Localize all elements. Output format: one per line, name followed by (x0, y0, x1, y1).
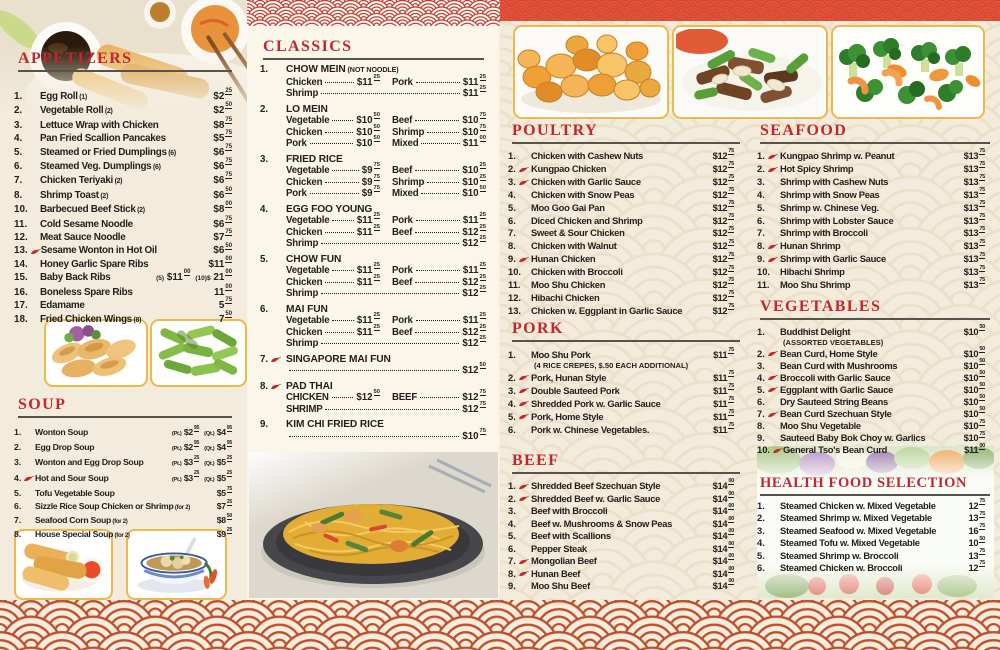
chili-pepper-icon (270, 383, 281, 390)
menu-item: 8. Hunan Beef $\$14^{00}$ (508, 565, 734, 579)
menu-item: 5. Beef with Scallions $\$14^{00}$ (508, 528, 734, 541)
menu-item: 10. General Tso's Bean Curd $\$11^{00}$ (757, 442, 985, 456)
menu-item: 4. Pan Fried Scallion Pancakes $\$5^{75}$ (14, 130, 232, 145)
menu-item: 3. Chicken with Garlic Sauce $\$12^{75}$ (508, 174, 734, 187)
chili-pepper-icon (518, 413, 529, 420)
chili-pepper-icon (772, 447, 783, 454)
health-items (757, 500, 985, 574)
appetizers-items (14, 90, 232, 327)
menu-item: 1. Buddhist Delight $\$10^{50}$ (757, 324, 985, 337)
menu-item: 5. Eggplant with Garlic Sauce $\$10^{50}$ (757, 382, 985, 395)
seigaiha-border-bottom (0, 600, 1000, 650)
menu-item: 13. Chicken w. Eggplant in Garlic Sauce $\$12^{75}$ (508, 303, 734, 316)
menu-item: 15. Baby Back Ribs (5) $\$11^{00}(10)\$$ $21^{00}$ (14, 269, 232, 284)
photo-sweet-sour-chicken (513, 25, 669, 119)
menu-item: 7. Sweet & Sour Chicken $\$12^{75}$ (508, 225, 734, 239)
chili-pepper-icon (270, 356, 281, 363)
menu-item: 6. Sizzle Rice Soup Chicken or Shrimp (for 2) $\$7^{25}$ (14, 498, 232, 512)
menu-item: 2. LO MEIN Vegetable $\$10^{50}$ Beef $\$10^{75}$ Chicken $\$10^{50}$ Shrimp $\$10^{75}$ Pork $\$10^{50}$ Mixed $\$11^{00}$ (260, 103, 486, 149)
menu-item: 3. Shrimp with Cashew Nuts $\$13^{75}$ (757, 174, 985, 187)
menu-item: 5. Pork, Home Style $\$11^{75}$ (508, 408, 734, 422)
pork-items (508, 348, 734, 436)
menu-item: 3. Wonton and Egg Drop Soup (Pt.) $\$3^{25}(Qt.)$ $\$5^{25}$ (14, 455, 232, 468)
seigaiha-border-top-middle (247, 0, 500, 26)
menu-item: 6. MAI FUN Vegetable $\$11^{25}$ Pork $\$11^{25}$ Chicken $\$11^{25}$ Beef $\$12^{25}$ Shrimp $\$12^{25}$ (260, 303, 486, 349)
menu-item: 17. Edamame $5^{75}$ (14, 297, 232, 312)
classics-items (260, 64, 486, 446)
menu-item: 3. FRIED RICE Vegetable $\$9^{75}$ Beef $\$10^{25}$ Chicken $\$9^{75}$ Shrimp $\$10^{25}$ Pork $\$9^{75}$ Mixed $\$10^{50}$ (260, 153, 486, 199)
section-title-classics: CLASSICS (263, 38, 484, 60)
chili-pepper-icon (518, 374, 529, 381)
photo-shrimp-broccoli (831, 25, 985, 119)
menu-item: 8. Hunan Shrimp $\$13^{75}$ (757, 238, 985, 252)
menu-item: 7. Chicken Teriyaki (2) $\$6^{75}$ (14, 172, 232, 187)
menu-item: 3. Lettuce Wrap with Chicken $\$8^{75}$ (14, 116, 232, 131)
menu-item: 9. Shrimp with Garlic Sauce $\$13^{75}$ (757, 251, 985, 265)
chili-pepper-icon (518, 179, 529, 186)
menu-item: 9. KIM CHI FRIED RICE $\$10^{75}$ (260, 419, 486, 442)
menu-item: 7. Mongolian Beef $\$14^{00}$ (508, 553, 734, 566)
soup-items (14, 426, 232, 543)
chili-pepper-icon (518, 570, 529, 577)
menu-item: 2. Kungpao Chicken $\$12^{75}$ (508, 161, 734, 174)
menu-item: 8. House Special Soup (for 2) $\$9^{25}$ (14, 527, 232, 540)
menu-item: 6. Pepper Steak $\$14^{00}$ (508, 540, 734, 554)
menu-item: 8. Chicken with Walnut $\$12^{75}$ (508, 238, 734, 252)
menu-item: 1. Moo Shu Pork $\$11^{75}$ (508, 347, 734, 360)
menu-item: 1. Kungpao Shrimp w. Peanut $\$13^{75}$ (757, 148, 985, 161)
menu-item: 8. Shrimp Toast (2) $\$6^{50}$ (14, 186, 232, 201)
menu-item: 16. Boneless Spare Ribs $11^{00}$ (14, 283, 232, 298)
menu-item-subnote: (ASSORTED VEGETABLES) (783, 338, 884, 348)
section-title-soup: SOUP (18, 396, 232, 418)
menu-item: 10. Barbecued Beef Stick (2) $\$8^{00}$ (14, 201, 232, 216)
chili-pepper-icon (767, 411, 778, 418)
menu-item: 4. Chicken with Snow Peas $\$12^{75}$ (508, 187, 734, 200)
chili-pepper-icon (518, 256, 529, 263)
menu-item: 6. Shrimp with Lobster Sauce $\$13^{75}$ (757, 212, 985, 226)
poultry-items (508, 150, 734, 318)
menu-item: 6. Dry Sauteed String Beans $\$10^{50}$ (757, 394, 985, 407)
menu-item: 5. CHOW FUN Vegetable $\$11^{25}$ Pork $\$11^{25}$ Chicken $\$11^{25}$ Beef $\$12^{25}$ Shrimp $\$12^{25}$ (260, 253, 486, 299)
chili-pepper-icon (30, 248, 41, 255)
menu-item: 7. Seafood Corn Soup (for 2) $\$8^{50}$ (14, 512, 232, 526)
section-title-poultry: POULTRY (512, 122, 740, 144)
menu-item: 2. Pork, Hunan Style $\$11^{75}$ (508, 369, 734, 383)
menu-item: 4. Hot and Sour Soup (Pt.) $\$3^{25}(Qt.)$ $\$5^{25}$ (14, 470, 232, 483)
menu-item: 5. Steamed Shrimp w. Broccoli $13^{75}$ (757, 547, 985, 561)
menu-item: 7. SINGAPORE MAI FUN $\$12^{50}$ (260, 353, 486, 376)
menu-item: 6. Steamed Chicken w. Broccoli $12^{75}$ (757, 560, 985, 574)
menu-item: 14. Honey Garlic Spare Ribs $\$11^{00}$ (14, 255, 232, 270)
chili-pepper-icon (518, 495, 529, 502)
menu-item: 11. Cold Sesame Noodle $\$6^{75}$ (14, 215, 232, 230)
menu-item: 12. Meat Sauce Noodle $\$7^{75}$ (14, 229, 232, 244)
chili-pepper-icon (518, 387, 529, 394)
menu-item: 4. Beef w. Mushrooms & Snow Peas $\$14^{00}$ (508, 515, 734, 529)
menu-item: 1. Egg Roll (1) $\$2^{25}$ (14, 88, 232, 102)
menu-item: 2. Bean Curd, Home Style $\$10^{50}$ (757, 345, 985, 359)
menu-item: 5. Steamed or Fried Dumplings (6) $\$6^{75}$ (14, 143, 232, 158)
menu-item: 4. Broccoli with Garlic Sauce $\$10^{50}$ (757, 370, 985, 383)
menu-item: 4. Shredded Pork w. Garlic Sauce $\$11^{75}$ (508, 395, 734, 409)
chili-pepper-icon (518, 400, 529, 407)
section-title-pork: PORK (512, 320, 740, 342)
section-title-vegetables: VEGETABLES (760, 298, 990, 320)
menu-item: 4. EGG FOO YOUNG Vegetable $\$11^{25}$ Pork $\$11^{25}$ Chicken $\$11^{25}$ Beef $\$12^{25}$ Shrimp $\$12^{25}$ (260, 203, 486, 249)
chili-pepper-icon (767, 350, 778, 357)
chili-pepper-icon (518, 558, 529, 565)
menu-item: 5. Moo Goo Gai Pan $\$12^{75}$ (508, 199, 734, 213)
menu-item: 11. Moo Shu Shrimp $\$13^{75}$ (757, 277, 985, 291)
menu-item: 6. Pork w. Chinese Vegetables. $\$11^{75}$ (508, 421, 734, 435)
chili-pepper-icon (767, 386, 778, 393)
menu-item: 9. Moo Shu Beef $\$14^{00}$ (508, 578, 734, 591)
menu-item: 12. Hibachi Chicken $\$12^{75}$ (508, 290, 734, 303)
menu-item: 2. Vegetable Roll (2) $\$2^{50}$ (14, 102, 232, 117)
menu-item: 7. Bean Curd Szechuan Style $\$10^{50}$ (757, 406, 985, 420)
menu-item: 2. Shredded Beef w. Garlic Sauce $\$14^{00}$ (508, 490, 734, 504)
chili-pepper-icon (767, 243, 778, 250)
menu-item: 1. Chicken with Cashew Nuts $\$12^{75}$ (508, 148, 734, 161)
chili-pepper-icon (767, 153, 778, 160)
menu-item: 7. Shrimp with Broccoli $\$13^{75}$ (757, 225, 985, 239)
menu-item: 10. Hibachi Shrimp $\$13^{75}$ (757, 264, 985, 278)
menu-item: 18. Fried Chicken Wings (8) $7^{50}$ (14, 310, 232, 325)
photo-edamame (150, 319, 247, 387)
chili-pepper-icon (767, 256, 778, 263)
menu-item: 2. Hot Spicy Shrimp $\$13^{75}$ (757, 161, 985, 174)
section-title-beef: BEEF (512, 452, 740, 474)
menu-item: 6. Steamed Veg. Dumplings (6) $\$6^{75}$ (14, 158, 232, 173)
section-title-appetizers: APPETIZERS (18, 50, 232, 72)
menu-item: 4. Steamed Tofu w. Mixed Vegetable $10^{50}$ (757, 535, 985, 549)
chili-pepper-icon (767, 374, 778, 381)
seafood-items (757, 150, 985, 292)
chili-pepper-icon (767, 166, 778, 173)
photo-pepper-steak (672, 25, 828, 119)
chili-pepper-icon (23, 475, 34, 482)
menu-item: 1. Steamed Chicken w. Mixed Vegetable $12^{75}$ (757, 498, 985, 511)
chili-pepper-icon (518, 483, 529, 490)
menu-item: 1. Wonton Soup (Pt.) $\$2^{95}(Qt.)$ $\$4^{95}$ (14, 424, 232, 437)
vegetables-items (757, 326, 985, 456)
chili-pepper-icon (518, 166, 529, 173)
menu-item: 8. Moo Shu Vegetable $\$10^{75}$ (757, 418, 985, 432)
photo-fried-dumplings (44, 319, 148, 387)
menu-item: 3. Double Sauteed Pork $\$11^{75}$ (508, 382, 734, 396)
menu-item: 3. Steamed Seafood w. Mixed Vegetable $16^{75}$ (757, 523, 985, 536)
menu-item: 4. Shrimp with Snow Peas $\$13^{75}$ (757, 187, 985, 200)
menu-item: 1. Shredded Beef Szechuan Style $\$14^{00}$ (508, 478, 734, 491)
menu-item: 2. Steamed Shrimp w. Mixed Vegetable $13^{75}$ (757, 510, 985, 524)
menu-item: 5. Tofu Vegetable Soup $\$5^{75}$ (14, 485, 232, 498)
seigaiha-band-top-right (500, 0, 1000, 21)
menu-item: 2. Egg Drop Soup (Pt.) $\$2^{95}(Qt.)$ $\$4^{95}$ (14, 439, 232, 453)
menu-item: 8. PAD THAI CHICKEN $\$12^{50}$ BEEF $\$12^{75}$ SHRIMP $\$12^{75}$ (260, 380, 486, 415)
menu-item: 9. Sauteed Baby Bok Choy w. Garlics $\$10^{75}$ (757, 430, 985, 444)
beef-items (508, 480, 734, 593)
menu-item-subnote: (4 RICE CREPES, $.50 EACH ADDITIONAL) (534, 361, 689, 370)
menu-item: 1. CHOW MEIN (NOT NOODLE) Chicken $\$11^{25}$ Pork $\$11^{25}$ Shrimp $\$11^{25}$ (260, 64, 486, 99)
menu-item: 6. Diced Chicken and Shrimp $\$12^{75}$ (508, 212, 734, 226)
photo-singapore-mai-fun (249, 452, 498, 603)
menu-item: 5. Shrimp w. Chinese Veg. $\$13^{75}$ (757, 199, 985, 213)
menu-item: 3. Beef with Broccoli $\$14^{00}$ (508, 503, 734, 516)
menu-item: 9. Hunan Chicken $\$12^{75}$ (508, 251, 734, 265)
menu-item: 3. Bean Curd with Mushrooms $\$10^{50}$ (757, 358, 985, 371)
section-title-seafood: SEAFOOD (760, 122, 990, 144)
menu-item: 13. Sesame Wonton in Hot Oil $\$6^{50}$ (14, 242, 232, 257)
section-title-health: HEALTH FOOD SELECTION (760, 474, 990, 496)
menu-item: 11. Moo Shu Chicken $\$12^{75}$ (508, 277, 734, 291)
menu-item: 10. Chicken with Broccoli $\$12^{75}$ (508, 264, 734, 278)
